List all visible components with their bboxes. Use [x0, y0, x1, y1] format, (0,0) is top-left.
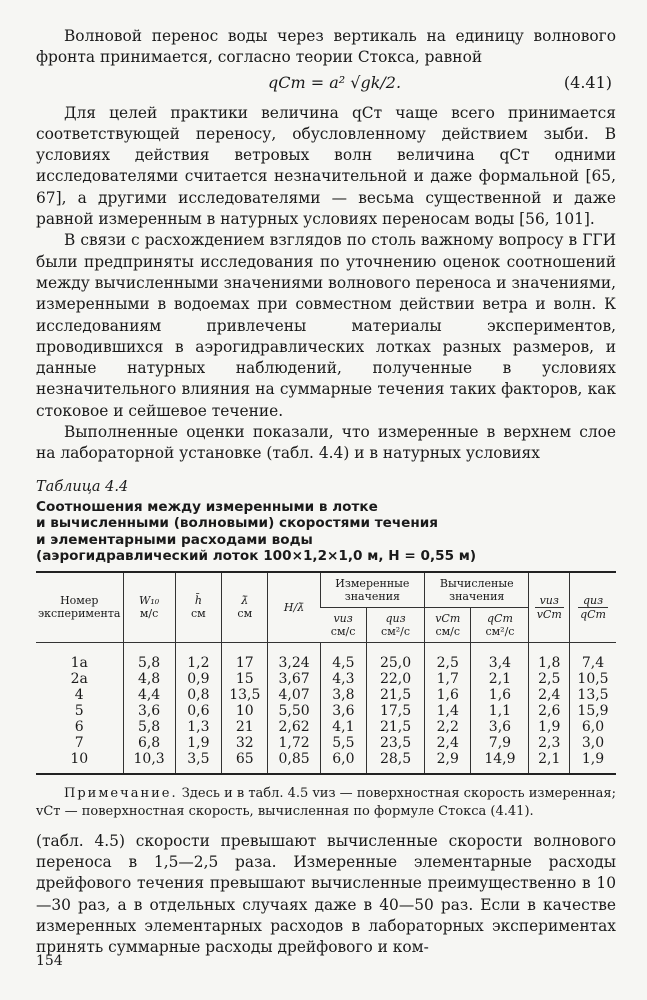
header-v-iz-symbol: vиз [333, 611, 353, 625]
table-cell: 4,1 [320, 719, 366, 735]
table-row [36, 735, 616, 751]
table-cell: 13,5 [222, 687, 268, 703]
header-ratio [268, 572, 320, 643]
table-cell: 21,5 [367, 687, 425, 703]
table-cell: 15,9 [570, 703, 616, 719]
table-cell: 4 [74, 686, 84, 703]
table-cell: 1,9 [175, 735, 221, 751]
paragraph-3: В связи с расхождением взглядов по столь важному вопросу в ГГИ были предприняты исследования по уточнению оценок соотношений между вычисленными значениями волнового переноса и значениями, измеренными в водоемах при совместном действии ветра и волн. К исследованиям привлечены материалы экспериментов, проводившихся в аэрогидравлических лотках разных размеров, и данные натурных наблюдений, полученные в условиях незначительного влияния на суммарные течения таких факторов, как стоковое и сейшевое течение. [36, 231, 616, 420]
stokes-formula [36, 69, 616, 103]
table-cell: 14,9 [471, 751, 529, 774]
table-cell: 1,7 [425, 671, 471, 687]
header-h [175, 572, 221, 643]
header-q-st [471, 607, 529, 642]
table-cell: 1,4 [425, 703, 471, 719]
table-cell: 6 [74, 718, 84, 735]
table-cell: 10,3 [123, 751, 175, 774]
header-v-st-symbol: vСт [435, 611, 461, 625]
header-lambda-symbol: λ̄ [241, 594, 249, 608]
header-v-st [425, 607, 471, 642]
table-cell: 0,8 [175, 687, 221, 703]
table-cell: 6,0 [570, 719, 616, 735]
table-title-line: Соотношения между измеренными в лотке [36, 498, 378, 515]
table-cell: 25,0 [367, 642, 425, 671]
table-cell: 2,4 [425, 735, 471, 751]
header-lambda [222, 572, 268, 643]
table-cell: 6,8 [123, 735, 175, 751]
note-text: Здесь и в табл. 4.5 vиз — поверхностная скорость измеренная; vСт — поверхностная скорость, вычисленная по формуле Стокса (4.41). [36, 785, 616, 819]
table-cell: 1,9 [529, 719, 570, 735]
table-row [36, 719, 616, 735]
table-cell: 4,07 [268, 687, 320, 703]
table-cell: 4,8 [123, 671, 175, 687]
table-cell: 5,8 [123, 642, 175, 671]
header-q-st-unit: см²/с [485, 624, 515, 638]
discharge-ratio-denominator: qСт [580, 607, 606, 621]
table-cell: 7 [74, 734, 84, 751]
header-calculated-group: Вычисленые значения [425, 572, 529, 608]
table-cell: 2,5 [529, 671, 570, 687]
table-cell: 1,9 [570, 751, 616, 774]
table-cell: 1,6 [425, 687, 471, 703]
header-h-symbol: h̄ [194, 594, 202, 608]
table-cell: 5 [74, 702, 84, 719]
table-cell: 0,6 [175, 703, 221, 719]
table-cell: 23,5 [367, 735, 425, 751]
header-measured-group: Измеренные значения [320, 572, 424, 608]
table-cell: 1,72 [268, 735, 320, 751]
table-cell: 0,85 [268, 751, 320, 774]
header-discharge-ratio [570, 572, 616, 643]
table-cell: 10 [70, 750, 89, 767]
formula-expression: qСт = a² √gk/2. [268, 72, 402, 92]
table-cell: 2,1 [471, 671, 529, 687]
table-title-line: и элементарными расходами воды [36, 531, 313, 548]
paragraph-5: (табл. 4.5) скорости превышают вычисленные скорости волнового переноса в 1,5—2,5 раза. Измеренные элементарные расходы дрейфового течения превышают вычисленные преимущественно в 10—30 раз, а в отдельных случаях даже в 40—50 раз. Если в качестве измеренных элементарных расходов в лабораторных экспериментах принять суммарные расходы дрейфового и ком- [36, 831, 616, 957]
table-cell: 7,4 [570, 642, 616, 671]
header-v-iz [320, 607, 366, 642]
table-cell: 22,0 [367, 671, 425, 687]
header-q-iz-symbol: qиз [385, 611, 406, 625]
table-cell: 13,5 [570, 687, 616, 703]
table-row [36, 687, 616, 703]
table-cell: 3,5 [175, 751, 221, 774]
table-cell: 1,1 [471, 703, 529, 719]
table-cell: 5,50 [268, 703, 320, 719]
table-cell: 10 [222, 703, 268, 719]
paragraph-4: Выполненные оценки показали, что измеренные в верхнем слое на лабораторной установке (табл. 4.4) и в натурных условиях [36, 423, 616, 463]
table-label: Таблица 4.4 [36, 478, 129, 495]
table-cell: 32 [222, 735, 268, 751]
table-cell: 1,2 [175, 642, 221, 671]
table-cell: 21 [222, 719, 268, 735]
header-q-iz-unit: см²/с [381, 624, 411, 638]
table-cell: 2,9 [425, 751, 471, 774]
table-title [36, 499, 616, 565]
table-cell: 3,6 [123, 703, 175, 719]
data-table [36, 571, 616, 775]
table-row [36, 642, 616, 671]
header-w10-unit: м/с [139, 607, 159, 621]
table-cell: 1,8 [529, 642, 570, 671]
table-row [36, 751, 616, 774]
note-label: Примечание. [64, 785, 178, 801]
table-cell: 4,3 [320, 671, 366, 687]
table-cell: 3,4 [471, 642, 529, 671]
table-cell: 3,6 [471, 719, 529, 735]
table-cell: 4,5 [320, 642, 366, 671]
paragraph-1: Волновой перенос воды через вертикаль на единицу волнового фронта принимается, согласно теории Стокса, равной [36, 27, 616, 67]
header-w10 [123, 572, 175, 643]
formula-number: (4.41) [563, 72, 612, 92]
table-cell: 1а [70, 654, 88, 671]
table-cell: 2,4 [529, 687, 570, 703]
page-content [36, 26, 616, 958]
table-cell: 1,3 [175, 719, 221, 735]
table-cell: 6,0 [320, 751, 366, 774]
table-cell: 4,4 [123, 687, 175, 703]
table-note [36, 785, 616, 821]
table-title-line: (аэрогидравлический лоток 100×1,2×1,0 м, H = 0,55 м) [36, 548, 477, 565]
table-cell: 3,6 [320, 703, 366, 719]
paragraph-2: Для целей практики величина qСт чаще всего принимается соответствующей переносу, обусловленному действием зыби. В условиях действия ветровых волн величина qСт одними исследователями считается незначительной и даже формальной [65, 67], а другими исследователями — весьма существенной и даже равной измеренным в натурных условиях переносам воды [56, 101]. [36, 103, 616, 229]
table-cell: 28,5 [367, 751, 425, 774]
velocity-ratio-numerator: vиз [535, 594, 564, 608]
header-w10-symbol: W₁₀ [139, 594, 160, 608]
table-cell: 17 [222, 642, 268, 671]
table-row [36, 703, 616, 719]
table-cell: 7,9 [471, 735, 529, 751]
table-title-line: и вычисленными (волновыми) скоростями течения [36, 515, 439, 532]
table-row [36, 671, 616, 687]
table-body [36, 642, 616, 774]
table-cell: 1,6 [471, 687, 529, 703]
table-cell: 5,5 [320, 735, 366, 751]
table-cell: 65 [222, 751, 268, 774]
table-cell: 3,24 [268, 642, 320, 671]
table-cell: 5,8 [123, 719, 175, 735]
table-cell: 2,2 [425, 719, 471, 735]
table-cell: 21,5 [367, 719, 425, 735]
table-cell: 10,5 [570, 671, 616, 687]
header-q-st-symbol: qСт [486, 611, 513, 625]
header-lambda-unit: см [237, 607, 253, 621]
header-h-unit: см [191, 607, 206, 621]
header-ratio-symbol: H/λ̄ [283, 600, 305, 614]
header-exp-no: Номер эксперимента [38, 594, 121, 621]
velocity-ratio-denominator: vСт [536, 607, 562, 621]
page-number: 154 [36, 953, 63, 969]
header-velocity-ratio [529, 572, 570, 643]
discharge-ratio-numerator: qиз [578, 594, 608, 608]
header-v-st-unit: см/с [435, 624, 461, 638]
table-cell: 2,3 [529, 735, 570, 751]
table-cell: 15 [222, 671, 268, 687]
table-cell: 2,1 [529, 751, 570, 774]
header-v-iz-unit: см/с [330, 624, 356, 638]
table-cell: 2,6 [529, 703, 570, 719]
table-cell: 3,0 [570, 735, 616, 751]
table-cell: 17,5 [367, 703, 425, 719]
table-cell: 0,9 [175, 671, 221, 687]
table-cell: 3,67 [268, 671, 320, 687]
table-cell: 2,62 [268, 719, 320, 735]
header-q-iz [367, 607, 425, 642]
table-cell: 3,8 [320, 687, 366, 703]
table-cell: 2а [70, 670, 88, 687]
table-cell: 2,5 [425, 642, 471, 671]
